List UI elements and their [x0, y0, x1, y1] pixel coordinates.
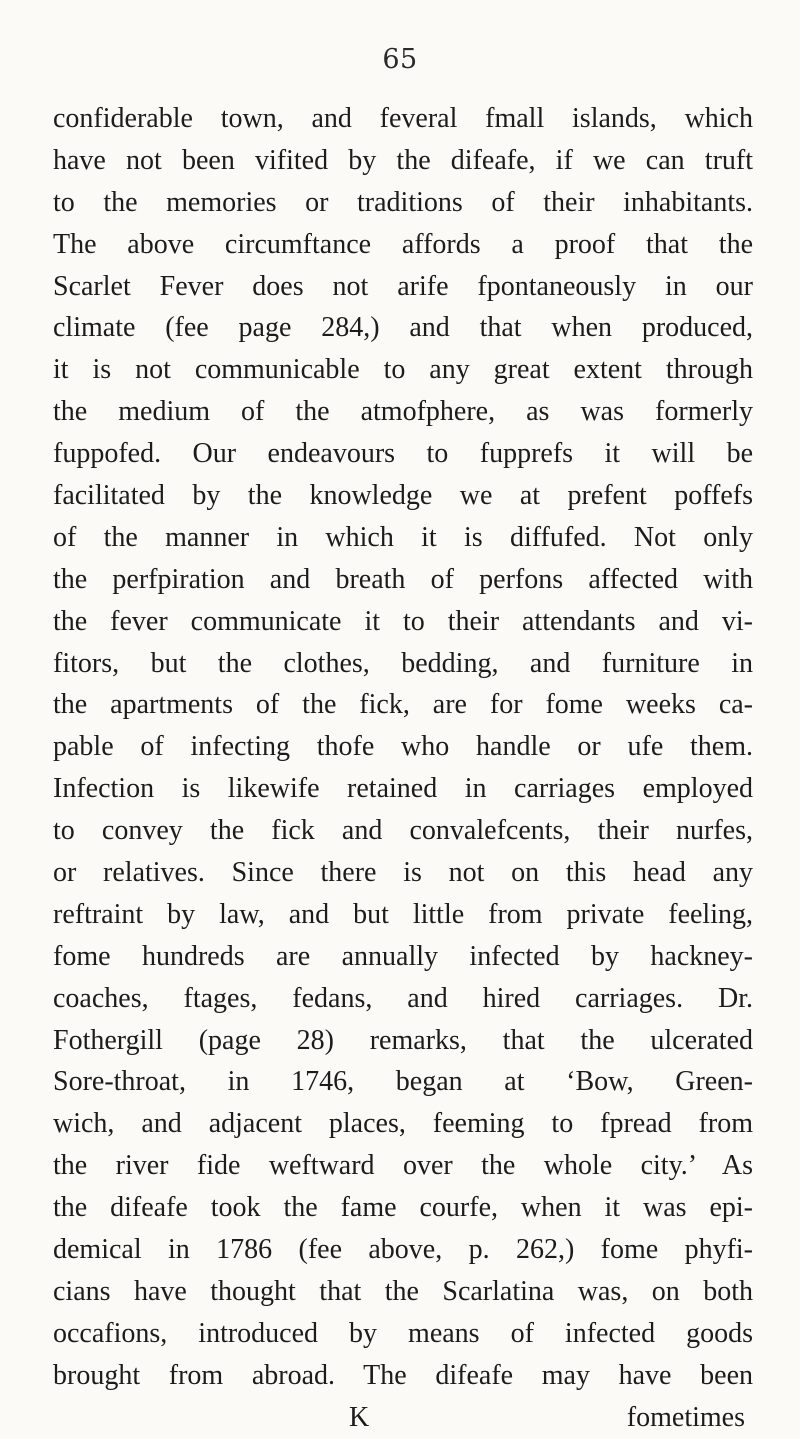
text-line: Scarlet Fever does not arife fpontaneously in our [53, 270, 753, 302]
page-number: 65 [382, 44, 418, 75]
catchword: fometimes [626, 1401, 745, 1433]
text-line: brought from abroad. The difeafe may have been [53, 1359, 753, 1391]
text-line: the fever communicate it to their attendants and vi- [53, 605, 753, 637]
text-line: the difeafe took the fame courfe, when it was epi- [53, 1192, 753, 1224]
text-line: pable of infecting thofe who handle or ufe them. [53, 731, 753, 763]
text-line: occafions, introduced by means of infected goods [53, 1317, 753, 1349]
text-line: fitors, but the clothes, bedding, and furniture in [53, 647, 753, 679]
text-line: it is not communicable to any great extent through [53, 354, 753, 386]
text-line: wich, and adjacent places, feeming to fpread from [53, 1108, 753, 1140]
text-line: The above circumftance affords a proof that the [53, 228, 753, 260]
text-line: to convey the fick and convalefcents, their nurfes, [53, 815, 753, 847]
text-line: fome hundreds are annually infected by hackney- [53, 940, 753, 972]
text-line: Fothergill (page 28) remarks, that the ulcerated [53, 1024, 753, 1056]
text-line: facilitated by the knowledge we at prefent poffefs [53, 480, 753, 512]
text-line: demical in 1786 (fee above, p. 262,) fome phyfi- [53, 1234, 753, 1266]
text-line: Sore-throat, in 1746, began at ‘Bow, Green- [53, 1066, 753, 1098]
text-line: or relatives. Since there is not on this head any [53, 857, 753, 889]
text-line: fuppofed. Our endeavours to fupprefs it will be [53, 438, 753, 470]
text-line: climate (fee page 284,) and that when produced, [53, 312, 753, 344]
text-line: cians have thought that the Scarlatina was, on both [53, 1275, 753, 1307]
text-line: the apartments of the fick, are for fome weeks ca- [53, 689, 753, 721]
signature-mark: K [349, 1401, 370, 1433]
text-line: the river fide weftward over the whole city.’ As [53, 1150, 753, 1182]
text-line: reftraint by law, and but little from private feeling, [53, 898, 753, 930]
text-line: to the memories or traditions of their inhabitants. [53, 186, 753, 218]
text-line: confiderable town, and feveral fmall islands, which [53, 103, 753, 134]
body-text [53, 98, 753, 1439]
text-line: the perfpiration and breath of perfons affected with [53, 563, 753, 595]
footer-line [53, 1397, 753, 1439]
text-line: Infection is likewife retained in carriages employed [53, 773, 753, 805]
text-line: of the manner in which it is diffufed. Not only [53, 521, 753, 553]
text-line: have not been vifited by the difeafe, if we can truft [53, 144, 753, 176]
text-line: coaches, ftages, fedans, and hired carriages. Dr. [53, 982, 753, 1014]
text-line: the medium of the atmofphere, as was formerly [53, 396, 753, 428]
